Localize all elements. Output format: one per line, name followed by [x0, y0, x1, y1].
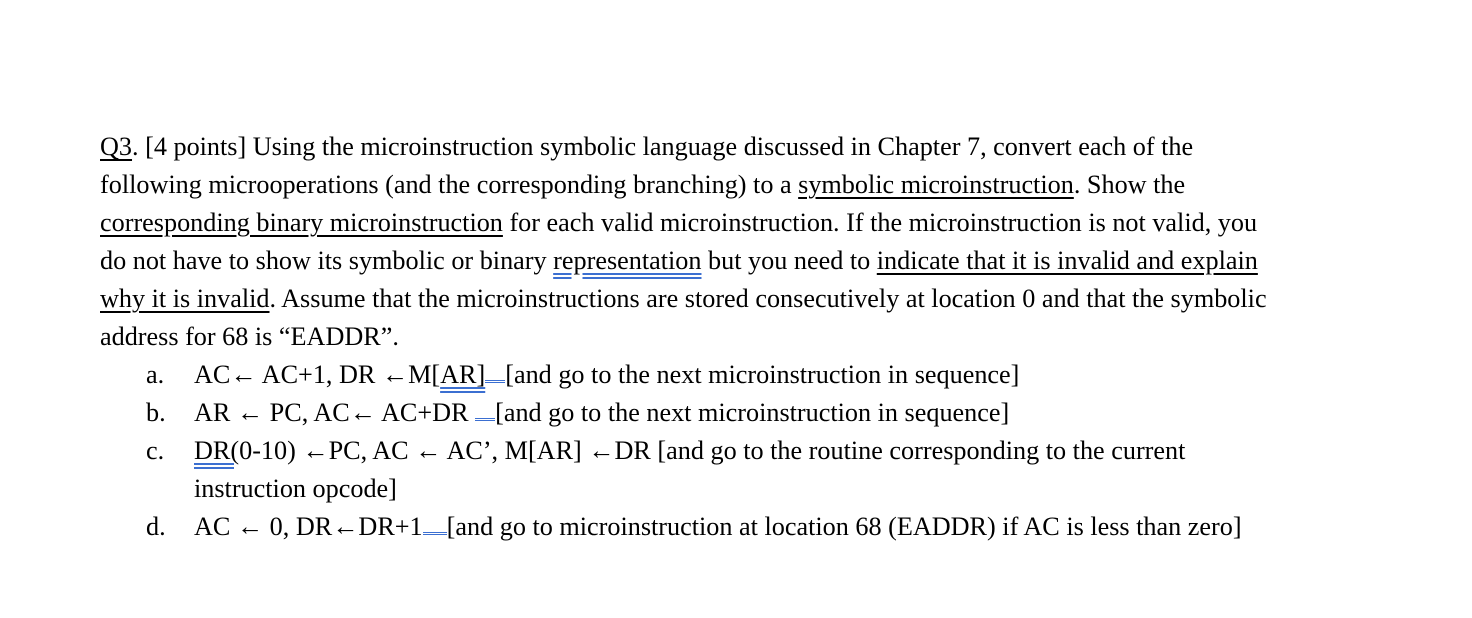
why-invalid-phrase: why it is invalid [100, 284, 270, 313]
item-marker: c. [146, 436, 165, 465]
intro-line-1: . [4 points] Using the microinstruction symbolic language discussed in Chapter 7, convert each of the [132, 132, 1194, 161]
item-text: 0-10) ←PC, AC ← AC’, M[AR] ←DR [and go to the routine corresponding to the current [239, 436, 1186, 465]
item-text: AR ← PC, AC← AC+DR [194, 398, 476, 427]
list-item-b [100, 394, 1400, 432]
item-marker: a. [146, 360, 165, 389]
intro-line-2-end: . Show the [1073, 170, 1186, 199]
indicate-invalid-phrase: indicate that it is invalid and explain [876, 246, 1258, 275]
intro-line-3: for each valid microinstruction. If the microinstruction is not valid, you [502, 208, 1258, 237]
item-text: AC ← 0, DR←DR+1 [194, 512, 423, 541]
grammar-gap-mark [423, 510, 447, 535]
question-q3 [100, 128, 1400, 546]
grammar-mark: AR] [440, 360, 486, 389]
representation-word: representation [553, 246, 702, 275]
question-paragraph [100, 128, 1400, 356]
item-branch: [and go to the next microinstruction in sequence] [505, 360, 1020, 389]
item-text: AC← AC+1, DR ←M[ [194, 360, 441, 389]
item-branch: [and go to the next microinstruction in sequence] [495, 398, 1010, 427]
question-number: Q3 [100, 132, 133, 161]
grammar-gap-mark [475, 396, 495, 421]
grammar-gap-mark [485, 358, 505, 383]
grammar-mark: DR( [194, 436, 240, 465]
intro-line-4-mid: but you need to [701, 246, 877, 275]
intro-line-4: do not have to show its symbolic or binary [100, 246, 554, 275]
list-item-d [100, 508, 1400, 546]
microoperation-list [100, 356, 1400, 546]
item-marker: b. [146, 398, 166, 427]
intro-line-2: following microoperations (and the corresponding branching) to a [100, 170, 799, 199]
binary-microinstruction-phrase: corresponding binary microinstruction [100, 208, 503, 237]
list-item-c [100, 432, 1400, 508]
item-marker: d. [146, 512, 166, 541]
symbolic-microinstruction-phrase: symbolic microinstruction [798, 170, 1074, 199]
intro-line-6: address for 68 is “EADDR”. [100, 322, 399, 351]
item-continuation: instruction opcode] [194, 474, 397, 503]
intro-line-5: . Assume that the microinstructions are stored consecutively at location 0 and that the symbolic [269, 284, 1267, 313]
list-item-a [100, 356, 1400, 394]
item-branch: [and go to microinstruction at location 68 (EADDR) if AC is less than zero] [446, 512, 1242, 541]
